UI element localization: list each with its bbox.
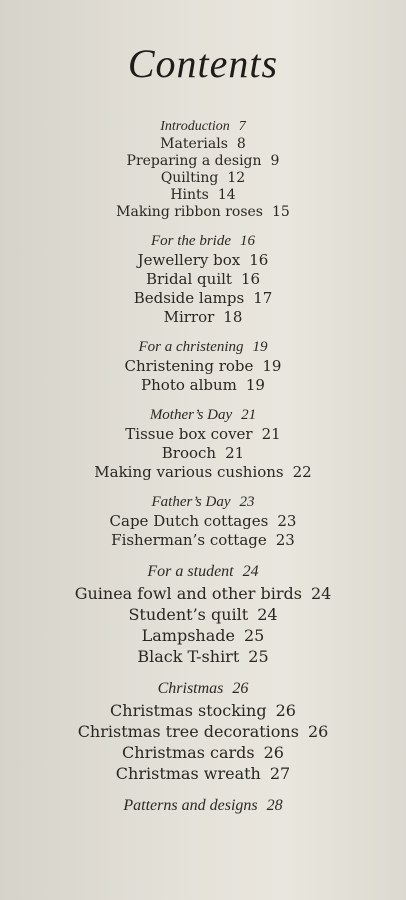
entry-page-number: 22 [292, 463, 312, 481]
entry-page-number: 26 [275, 701, 296, 720]
toc-entry [0, 583, 406, 604]
toc-entry [0, 204, 406, 221]
entry-title: Mirror [163, 308, 215, 326]
section-heading [0, 118, 406, 136]
entry-title: Hints [170, 187, 209, 203]
toc-entry [0, 251, 406, 270]
entry-title: Christmas cards [122, 743, 255, 762]
toc-entry [0, 136, 406, 153]
section-heading-text: For the bride [151, 233, 231, 249]
entry-page-number: 19 [245, 376, 265, 394]
toc-entry [0, 270, 406, 289]
entry-page-number: 14 [217, 187, 236, 203]
toc-section [0, 406, 406, 482]
entry-title: Bedside lamps [133, 289, 245, 307]
entry-title: Materials [160, 136, 228, 152]
section-page-number: 7 [238, 119, 246, 134]
entry-page-number: 16 [240, 270, 261, 288]
toc-entry [0, 376, 406, 395]
page-title: Contents [127, 41, 279, 86]
entry-page-number: 25 [243, 626, 265, 645]
section-page-number: 24 [242, 563, 259, 580]
toc-section [0, 338, 406, 395]
entry-page-number: 15 [272, 204, 290, 220]
section-heading-text: Patterns and designs [123, 797, 258, 814]
section-heading [0, 795, 406, 817]
section-page-number: 16 [240, 233, 255, 249]
entry-page-number: 18 [223, 308, 243, 326]
section-page-number: 23 [239, 494, 255, 510]
toc-entry [0, 187, 406, 204]
section-heading [0, 678, 406, 700]
section-heading [0, 232, 406, 251]
entry-page-number: 27 [269, 764, 291, 783]
entry-title: Bridal quilt [145, 270, 232, 288]
entry-title: Lampshade [141, 626, 235, 645]
toc-entry [0, 512, 406, 531]
entry-title: Christmas stocking [110, 701, 267, 720]
entry-title: Guinea fowl and other birds [74, 584, 302, 603]
entry-page-number: 24 [310, 584, 332, 603]
entry-title: Quilting [160, 170, 219, 186]
toc-entry [0, 742, 406, 763]
entry-title: Black T-shirt [137, 647, 240, 666]
toc-section [0, 561, 406, 667]
entry-page-number: 19 [262, 357, 282, 375]
toc-entry [0, 153, 406, 170]
toc-entry [0, 170, 406, 187]
section-page-number: 26 [232, 680, 249, 697]
entry-page-number: 26 [307, 722, 329, 741]
entry-title: Brooch [161, 444, 217, 462]
entry-title: Student’s quilt [128, 605, 249, 624]
entry-page-number: 24 [257, 605, 278, 624]
toc-entry [0, 721, 406, 742]
section-heading-text: Introduction [160, 119, 230, 134]
table-of-contents [0, 118, 406, 828]
toc-entry [0, 357, 406, 376]
toc-entry [0, 463, 406, 482]
toc-entry [0, 308, 406, 327]
section-page-number: 21 [241, 407, 257, 423]
entry-title: Making various cushions [94, 463, 284, 481]
toc-section [0, 493, 406, 550]
entry-page-number: 21 [261, 425, 281, 443]
section-heading [0, 561, 406, 583]
toc-entry [0, 646, 406, 667]
entry-page-number: 17 [253, 289, 273, 307]
entry-title: Tissue box cover [125, 425, 253, 443]
section-page-number: 28 [266, 797, 283, 814]
section-heading-text: Mother’s Day [149, 407, 233, 423]
entry-title: Photo album [141, 376, 237, 394]
entry-page-number: 16 [249, 251, 269, 269]
entry-page-number: 26 [263, 743, 284, 762]
entry-page-number: 21 [225, 444, 245, 462]
section-heading-text: For a christening [138, 339, 244, 355]
section-heading [0, 493, 406, 512]
entry-title: Christmas wreath [115, 764, 261, 783]
toc-entry [0, 604, 406, 625]
entry-page-number: 23 [275, 531, 295, 549]
section-page-number: 19 [252, 339, 268, 355]
toc-section [0, 232, 406, 327]
entry-title: Making ribbon roses [116, 204, 263, 220]
section-heading [0, 338, 406, 357]
entry-title: Christening robe [124, 357, 254, 375]
entry-title: Jewellery box [137, 251, 241, 269]
toc-entry [0, 444, 406, 463]
toc-section [0, 795, 406, 817]
entry-page-number: 25 [248, 647, 269, 666]
entry-page-number: 12 [227, 170, 246, 186]
toc-entry [0, 289, 406, 308]
entry-title: Christmas tree decorations [77, 722, 299, 741]
entry-page-number: 8 [236, 136, 246, 152]
entry-title: Fisherman’s cottage [111, 531, 267, 549]
toc-entry [0, 531, 406, 550]
section-heading-text: Father’s Day [151, 494, 231, 510]
toc-entry [0, 625, 406, 646]
toc-entry [0, 425, 406, 444]
entry-page-number: 9 [270, 153, 280, 169]
toc-entry [0, 700, 406, 721]
entry-title: Preparing a design [126, 153, 262, 169]
toc-section [0, 678, 406, 784]
section-heading-text: Christmas [157, 680, 224, 697]
section-heading [0, 406, 406, 425]
section-heading-text: For a student [147, 563, 234, 580]
toc-entry [0, 763, 406, 784]
toc-section [0, 118, 406, 221]
entry-page-number: 23 [277, 512, 297, 530]
entry-title: Cape Dutch cottages [109, 512, 269, 530]
